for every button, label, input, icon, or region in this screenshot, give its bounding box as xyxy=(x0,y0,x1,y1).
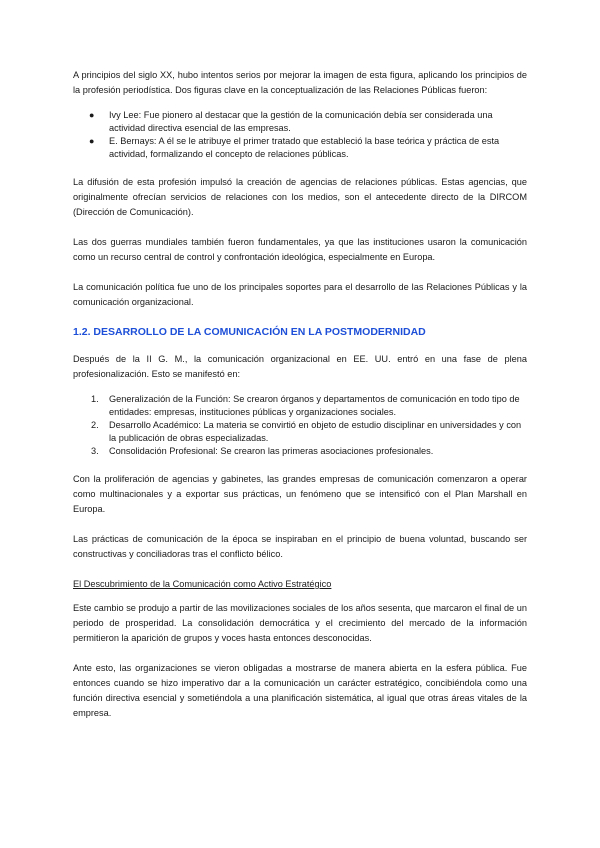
section-heading: 1.2. DESARROLLO DE LA COMUNICACIÓN EN LA POSTMODERNIDAD xyxy=(73,326,426,338)
key-figures-list xyxy=(73,109,527,161)
bullet-icon: ● xyxy=(89,136,95,146)
list-item-text: Consolidación Profesional: Se crearon las primeras asociaciones profesionales. xyxy=(109,446,434,456)
list-item xyxy=(73,445,527,458)
professionalization-list xyxy=(73,393,527,458)
subheading: El Descubrimiento de la Comunicación como Activo Estratégico xyxy=(73,579,332,589)
list-item xyxy=(73,135,527,161)
paragraph-multinationals: Con la proliferación de agencias y gabinetes, las grandes empresas de comunicación comenzaron a operar como multinacionales y a exportar sus prácticas, un fenómeno que se intensificó con el Plan Marshall en Europa. xyxy=(73,474,527,514)
paragraph-strategic: Ante esto, las organizaciones se vieron obligadas a mostrarse de manera abierta en la esfera pública. Fue entonces cuando se hizo imperativo dar a la comunicación un carácter estratégico, concibiéndola como una función directiva esencial y sometiéndola a una planificación sistemática, al igual que otras áreas vitales de la empresa. xyxy=(73,663,527,718)
list-item xyxy=(73,419,527,445)
list-item-text: Generalización de la Función: Se crearon órganos y departamentos de comunicación en todo tipo de entidades: empresas, instituciones públicas y organizaciones sociales. xyxy=(109,394,520,417)
bullet-icon: ● xyxy=(89,110,95,120)
list-item-text: Desarrollo Académico: La materia se convirtió en objeto de estudio disciplinar en universidades y con la publicación de obras especializadas. xyxy=(109,420,522,443)
paragraph-agencies: La difusión de esta profesión impulsó la creación de agencias de relaciones públicas. Estas agencias, que originalmente ofrecían servicios de relaciones con los medios, son el antecedente directo de la DIRCOM (Dirección de Comunicación). xyxy=(73,177,527,217)
document-page xyxy=(73,68,527,721)
paragraph-postwar: Después de la II G. M., la comunicación organizacional en EE. UU. entró en una fase de plena profesionalización. Esto se manifestó en: xyxy=(73,354,527,379)
paragraph-wars: Las dos guerras mundiales también fueron fundamentales, ya que las instituciones usaron la comunicación como un recurso central de control y confrontación ideológica, especialmente en Europa. xyxy=(73,237,527,262)
list-number: 3. xyxy=(91,446,99,456)
list-item xyxy=(73,109,527,135)
paragraph-intro: A principios del siglo XX, hubo intentos serios por mejorar la imagen de esta figura, aplicando los principios de la profesión periodística. Dos figuras clave en la conceptualización de las Relaciones Públicas fueron: xyxy=(73,70,527,95)
paragraph-politics: La comunicación política fue uno de los principales soportes para el desarrollo de las Relaciones Públicas y la comunicación organizacional. xyxy=(73,282,527,307)
paragraph-sixties: Este cambio se produjo a partir de las movilizaciones sociales de los años sesenta, que marcaron el final de un periodo de prosperidad. La consolidación democrática y el crecimiento del mercado de la información permitieron la aparición de grupos y voces hasta entonces desconocidas. xyxy=(73,603,527,643)
list-number: 1. xyxy=(91,394,99,404)
paragraph-goodwill: Las prácticas de comunicación de la época se inspiraban en el principio de buena voluntad, buscando ser constructivas y conciliadoras tras el conflicto bélico. xyxy=(73,534,527,559)
list-number: 2. xyxy=(91,420,99,430)
list-item-text: Ivy Lee: Fue pionero al destacar que la gestión de la comunicación debía ser considerada una actividad directiva esencial de las empresas. xyxy=(109,110,493,133)
list-item xyxy=(73,393,527,419)
list-item-text: E. Bernays: A él se le atribuye el primer tratado que estableció la base teórica y práctica de esta actividad, formalizando el concepto de relaciones públicas. xyxy=(109,136,500,159)
